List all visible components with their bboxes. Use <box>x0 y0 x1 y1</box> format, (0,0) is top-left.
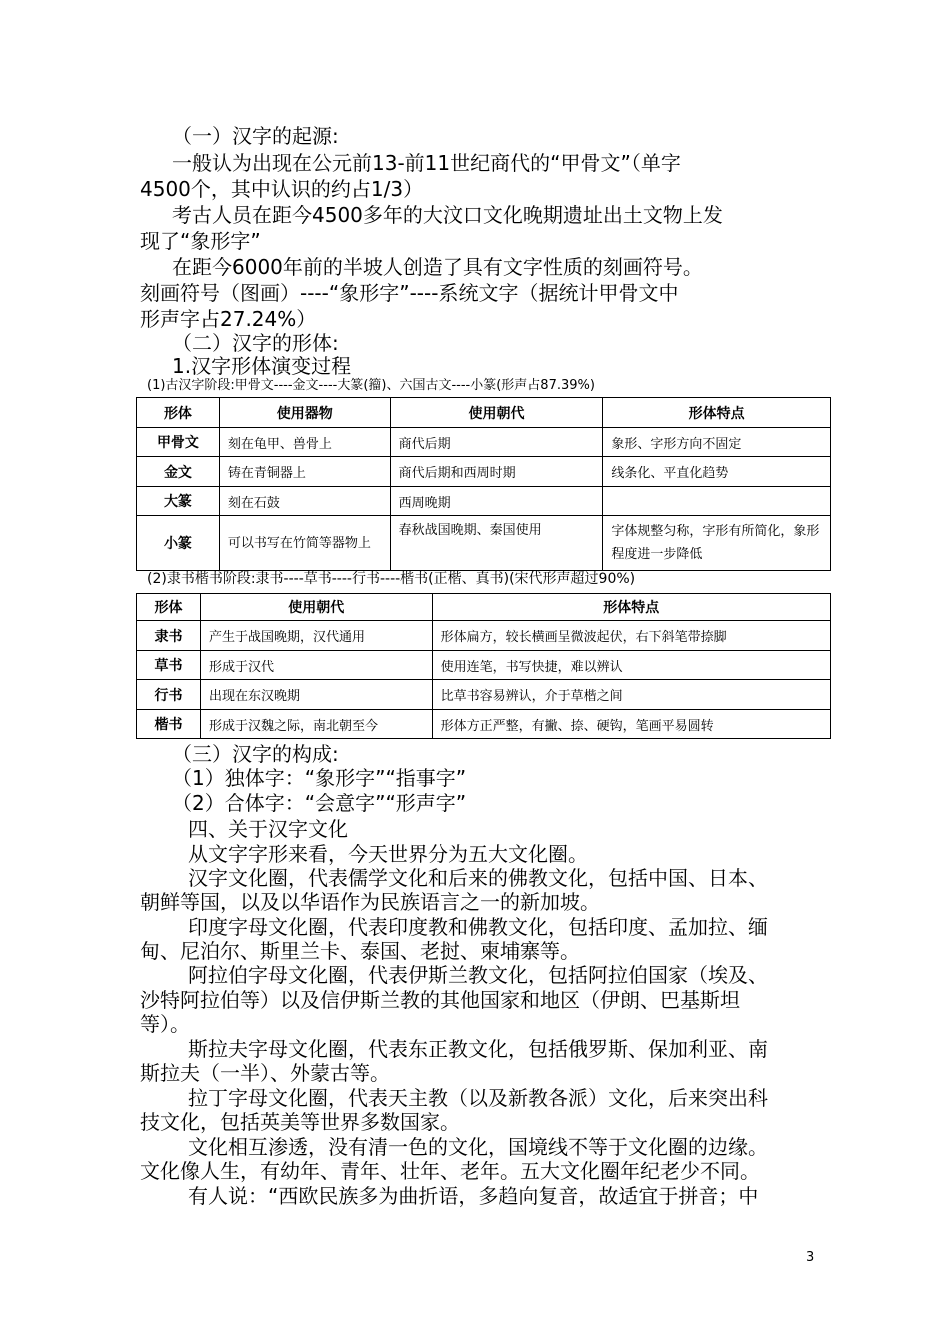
table-cell: 刻在石鼓 <box>219 487 390 516</box>
col-header: 使用器物 <box>219 398 390 428</box>
col-header: 形体特点 <box>603 398 831 428</box>
table-row <box>137 680 831 710</box>
table-cell: 可以书写在竹简等器物上 <box>219 516 390 571</box>
table-cell: 铸在青铜器上 <box>219 457 390 487</box>
table-clerical-scripts <box>136 593 831 739</box>
table-cell: 象形、字形方向不固定 <box>603 428 831 457</box>
paragraph-line: 从文字字形来看，今天世界分为五大文化圈。 <box>188 842 588 866</box>
col-header: 形体特点 <box>432 594 830 621</box>
paragraph-line: 文化相互渗透，没有清一色的文化，国境线不等于文化圈的边缘。 <box>188 1135 768 1159</box>
table-cell: 出现在东汉晚期 <box>200 680 432 710</box>
paragraph-line: 甸、尼泊尔、斯里兰卡、泰国、老挝、柬埔寨等。 <box>140 939 580 963</box>
table-cell: 产生于战国晚期，汉代通用 <box>200 621 432 651</box>
paragraph-line: 形声字占27.24%） <box>140 307 317 331</box>
table-row <box>137 710 831 739</box>
heading-origin: （一）汉字的起源: <box>172 124 339 148</box>
paragraph-line: 沙特阿拉伯等）以及信伊斯兰教的其他国家和地区（伊朗、巴基斯坦 <box>140 988 740 1012</box>
table-cell: 线条化、平直化趋势 <box>603 457 831 487</box>
paragraph-line: 朝鲜等国，以及以华语作为民族语言之一的新加坡。 <box>140 890 600 914</box>
row-header: 草书 <box>137 651 201 680</box>
table-row <box>137 487 831 516</box>
table1-caption: (1)古汉字阶段:甲骨文----金文----大篆(籀)、六国古文----小篆(形声占87.39%) <box>147 378 595 393</box>
table-row <box>137 651 831 680</box>
table-cell: 使用连笔，书写快捷，难以辨认 <box>432 651 830 680</box>
row-header: 甲骨文 <box>137 428 220 457</box>
row-header: 小篆 <box>137 516 220 571</box>
heading-form: （二）汉字的形体: <box>172 331 339 355</box>
paragraph-line: 文化像人生，有幼年、青年、壮年、老年。五大文化圈年纪老少不同。 <box>140 1159 760 1183</box>
table-header-row <box>137 398 831 428</box>
table-cell: 形成于汉魏之际，南北朝至今 <box>200 710 432 739</box>
table-header-row <box>137 594 831 621</box>
paragraph-line: 拉丁字母文化圈，代表天主教（以及新教各派）文化，后来突出科 <box>188 1086 768 1110</box>
heading-composition: （三）汉字的构成: <box>172 742 339 766</box>
paragraph-line: 技文化，包括英美等世界多数国家。 <box>140 1110 460 1134</box>
paragraph-line: 一般认为出现在公元前13-前11世纪商代的“甲骨文”（单字 <box>172 151 681 175</box>
row-header: 隶书 <box>137 621 201 651</box>
table-cell: 刻在龟甲、兽骨上 <box>219 428 390 457</box>
table-cell: 形成于汉代 <box>200 651 432 680</box>
paragraph-line: 等）。 <box>140 1012 190 1036</box>
paragraph-line: （1）独体字：“象形字”“指事字” <box>172 766 467 790</box>
paragraph-line: 4500个，其中认识的约占1/3） <box>140 177 424 201</box>
table-row <box>137 428 831 457</box>
table-cell: 比草书容易辨认，介于草楷之间 <box>432 680 830 710</box>
paragraph-line: 刻画符号（图画）----“象形字”----系统文字（据统计甲骨文中 <box>140 281 679 305</box>
col-header: 形体 <box>137 594 201 621</box>
col-header: 使用朝代 <box>390 398 603 428</box>
table-cell: 西周晚期 <box>390 487 603 516</box>
paragraph-line: 斯拉夫（一半）、外蒙古等。 <box>140 1061 390 1085</box>
paragraph-line: 阿拉伯字母文化圈，代表伊斯兰教文化，包括阿拉伯国家（埃及、 <box>188 963 768 987</box>
table-cell <box>603 487 831 516</box>
paragraph-line: 在距今6000年前的半坡人创造了具有文字性质的刻画符号。 <box>172 255 703 279</box>
subheading-evolution: 1.汉字形体演变过程 <box>172 354 352 378</box>
table-cell: 商代后期和西周时期 <box>390 457 603 487</box>
page-number: 3 <box>806 1250 815 1265</box>
row-header: 楷书 <box>137 710 201 739</box>
paragraph-line: （2）合体字：“会意字”“形声字” <box>172 791 467 815</box>
paragraph-line: 考古人员在距今4500多年的大汶口文化晚期遗址出土文物上发 <box>172 203 723 227</box>
table-ancient-scripts <box>136 397 831 571</box>
paragraph-line: 印度字母文化圈，代表印度教和佛教文化，包括印度、孟加拉、缅 <box>188 915 768 939</box>
table2-caption: (2)隶书楷书阶段:隶书----草书----行书----楷书(正楷、真书)(宋代形声超过90%) <box>147 571 636 587</box>
row-header: 金文 <box>137 457 220 487</box>
col-header: 形体 <box>137 398 220 428</box>
table-cell: 商代后期 <box>390 428 603 457</box>
col-header: 使用朝代 <box>200 594 432 621</box>
paragraph-line: 斯拉夫字母文化圈，代表东正教文化，包括俄罗斯、保加利亚、南 <box>188 1037 768 1061</box>
row-header: 行书 <box>137 680 201 710</box>
table-cell: 字体规整匀称，字形有所简化，象形程度进一步降低 <box>603 516 831 571</box>
heading-culture: 四、关于汉字文化 <box>188 817 348 841</box>
table-row <box>137 516 831 571</box>
table-cell: 形体扁方，较长横画呈微波起伏，右下斜笔带捺脚 <box>432 621 830 651</box>
table-cell: 形体方正严整，有撇、捺、硬钩，笔画平易圆转 <box>432 710 830 739</box>
table-row <box>137 457 831 487</box>
paragraph-line: 现了“象形字” <box>140 229 261 253</box>
paragraph-line: 汉字文化圈，代表儒学文化和后来的佛教文化，包括中国、日本、 <box>188 866 768 890</box>
row-header: 大篆 <box>137 487 220 516</box>
table-row <box>137 621 831 651</box>
paragraph-line: 有人说：“西欧民族多为曲折语，多趋向复音，故适宜于拼音；中 <box>188 1184 759 1208</box>
table-cell: 春秋战国晚期、秦国使用 <box>390 516 603 571</box>
